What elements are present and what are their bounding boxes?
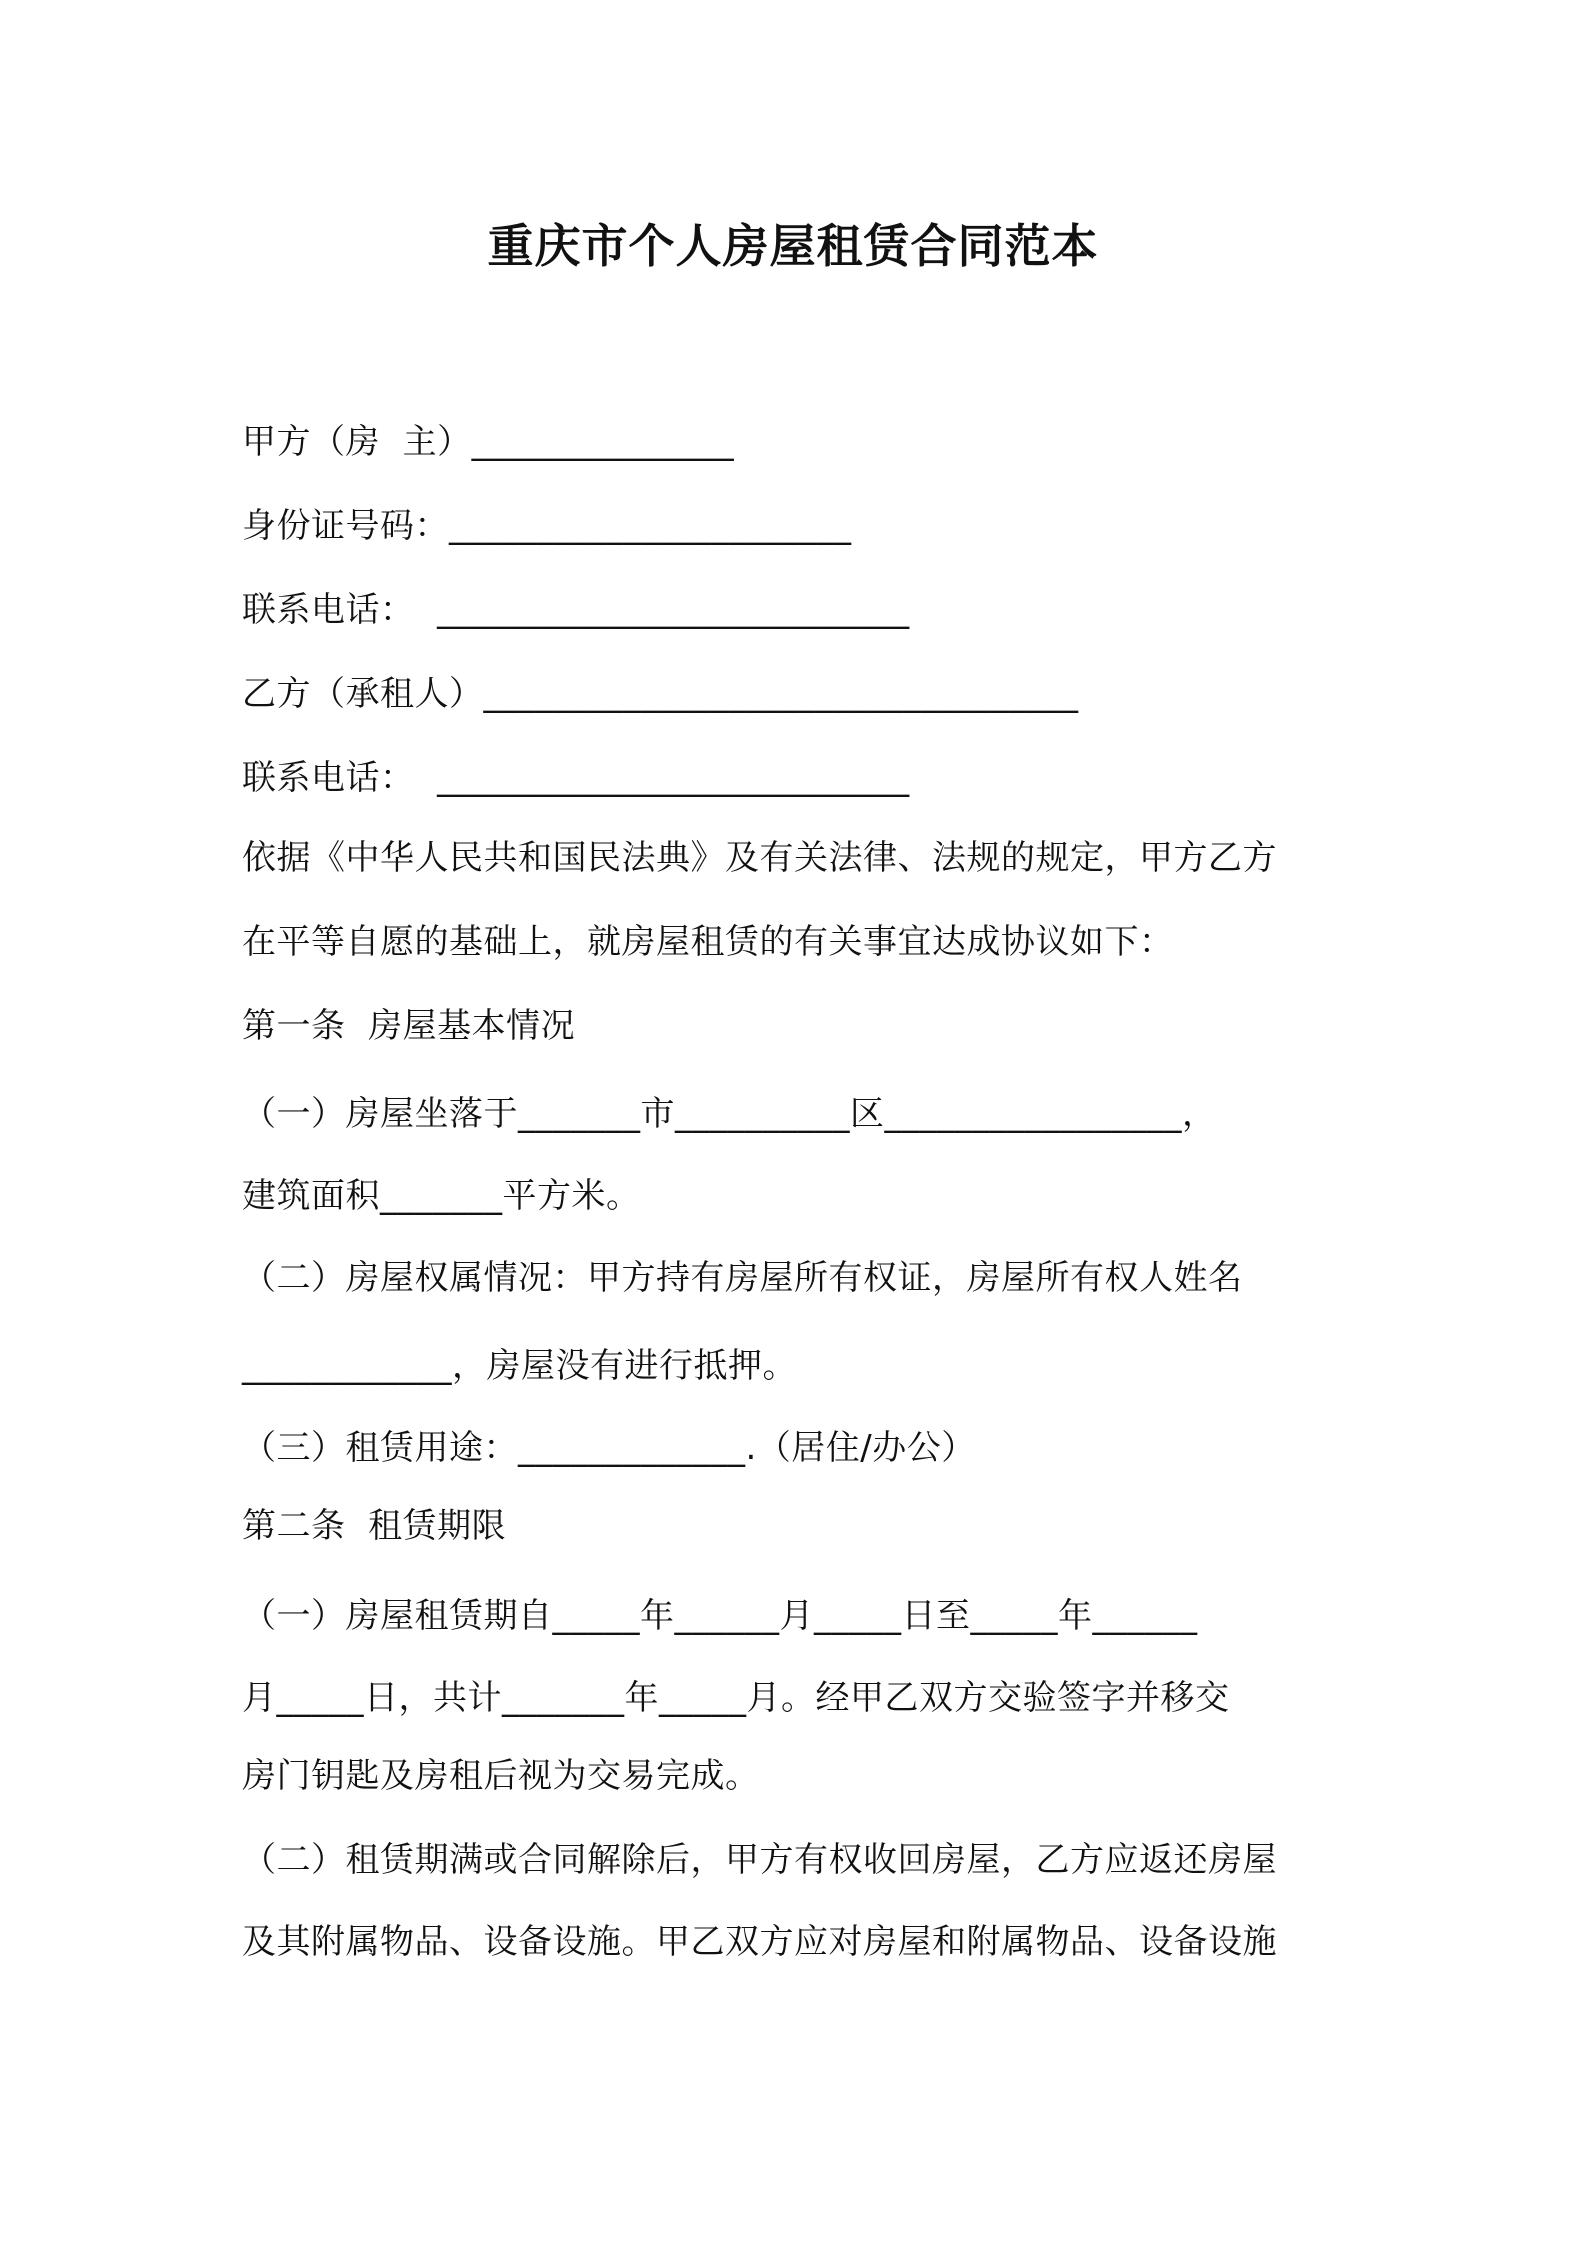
clause-2-2-line-2: 及其附属物品、设备设施。甲乙双方应对房屋和附属物品、设备设施: [242, 1922, 1277, 1962]
clause-1-3-line: （三）租赁用途：_____________.（居住/办公）: [242, 1428, 976, 1468]
clause-2-1-line-3: 房门钥匙及房租后视为交易完成。: [242, 1756, 760, 1796]
clause-1-2-line-2: ____________，房屋没有进行抵押。: [242, 1346, 797, 1386]
preamble-line-1: 依据《中华人民共和国民法典》及有关法律、法规的规定，甲方乙方: [242, 838, 1277, 878]
article-2-heading: 第二条 租赁期限: [242, 1506, 507, 1546]
clause-2-1-line-1: （一）房屋租赁期自_____年______月_____日至_____年______: [242, 1596, 1198, 1636]
tenant-line: 乙方（承租人）__________________________________: [242, 674, 1079, 714]
document-title: 重庆市个人房屋租赁合同范本: [487, 219, 1099, 273]
clause-1-1-line-2: 建筑面积_______平方米。: [242, 1176, 641, 1216]
preamble-line-2: 在平等自愿的基础上，就房屋租赁的有关事宜达成协议如下：: [242, 922, 1174, 962]
clause-1-1-line-1: （一）房屋坐落于_______市__________区_________________，: [242, 1094, 1217, 1134]
clause-2-2-line-1: （二）租赁期满或合同解除后，甲方有权收回房屋，乙方应返还房屋: [242, 1840, 1277, 1880]
landlord-line: 甲方（房 主）_______________: [242, 422, 735, 462]
clause-2-1-line-2: 月_____日，共计_______年_____月。经甲乙双方交验签字并移交: [242, 1678, 1230, 1718]
tenant-phone-line: 联系电话： ___________________________: [242, 758, 910, 798]
landlord-phone-line: 联系电话： ___________________________: [242, 590, 910, 630]
id-number-line: 身份证号码：_______________________: [242, 506, 852, 546]
article-1-heading: 第一条 房屋基本情况: [242, 1006, 576, 1046]
clause-1-2-line-1: （二）房屋权属情况：甲方持有房屋所有权证，房屋所有权人姓名: [242, 1258, 1243, 1298]
